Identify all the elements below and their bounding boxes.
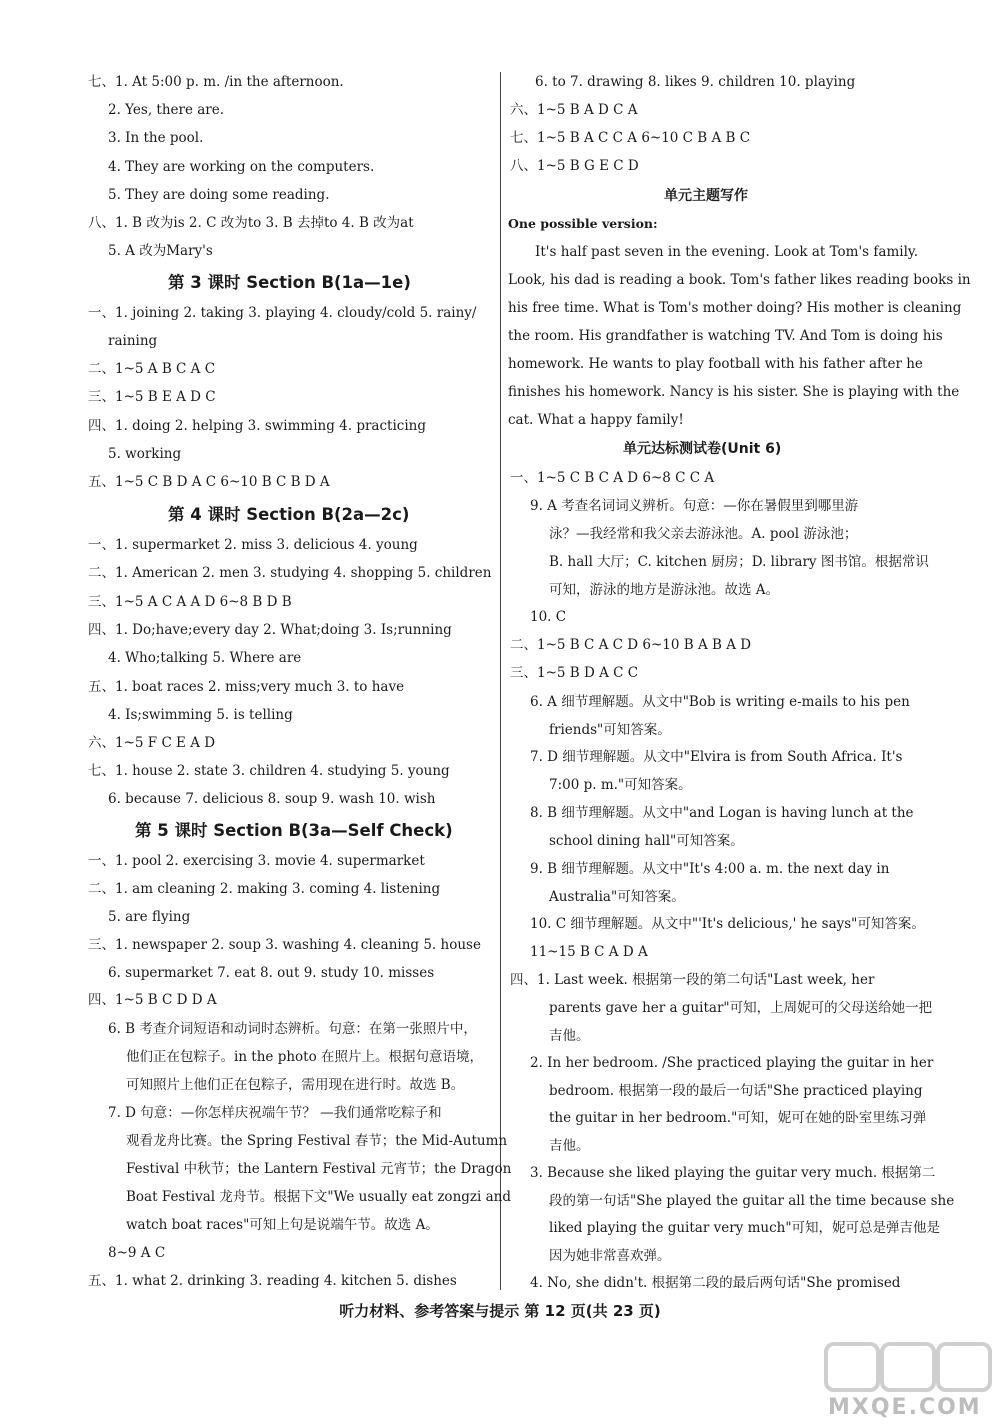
answer-line: 6. to 7. drawing 8. likes 9. children 10. playing bbox=[535, 74, 856, 90]
answer-line: Festival 中秋节；the Lantern Festival 元宵节；the Dragon bbox=[126, 1161, 512, 1177]
answer-line: 观看龙舟比赛。the Spring Festival 春节；the Mid-Autumn bbox=[126, 1133, 508, 1149]
answer-line: Australia"可知答案。 bbox=[549, 889, 685, 905]
answer-line: the guitar in her bedroom."可知，妮可在她的卧室里练习弹 bbox=[549, 1110, 927, 1126]
answer-line: 7. D 句意：—你怎样庆祝端午节？ —我们通常吃粽子和 bbox=[108, 1105, 442, 1121]
answer-line: 8. B 细节理解题。从文中"and Logan is having lunch at the bbox=[530, 805, 914, 821]
answer-line: 4. No, she didn't. 根据第二段的最后两句话"She promised bbox=[530, 1275, 901, 1291]
answer-line: 10. C bbox=[530, 609, 567, 625]
essay-line: It's half past seven in the evening. Look at Tom's family. bbox=[535, 244, 919, 260]
answer-line: 五、1. what 2. drinking 3. reading 4. kitchen 5. dishes bbox=[88, 1273, 457, 1289]
answer-line: 六、1~5 F C E A D bbox=[88, 735, 216, 751]
answer-line: 六、1~5 B A D C A bbox=[510, 102, 638, 118]
section-heading: 单元达标测试卷(Unit 6) bbox=[623, 441, 782, 457]
answer-line: 6. supermarket 7. eat 8. out 9. study 10. misses bbox=[108, 965, 435, 981]
answer-line: 二、1~5 A B C A C bbox=[88, 361, 216, 377]
answer-line: raining bbox=[108, 333, 158, 349]
answer-line: 四、1~5 B C D D A bbox=[88, 992, 217, 1008]
section-heading: 单元主题写作 bbox=[664, 188, 748, 204]
answer-line: bedroom. 根据第一段的最后一句话"She practiced playing bbox=[549, 1083, 923, 1099]
answer-line: 7. D 细节理解题。从文中"Elvira is from South Africa. It's bbox=[530, 749, 903, 765]
answer-line: liked playing the guitar very much"可知，妮可总是弹吉他是 bbox=[549, 1220, 941, 1236]
essay-line: finishes his homework. Nancy is his sister. She is playing with the bbox=[508, 384, 960, 400]
answer-line: 2. Yes, there are. bbox=[108, 102, 225, 118]
answer-line: 10. C 细节理解题。从文中"'It's delicious,' he says"可知答案。 bbox=[530, 916, 925, 932]
answer-line: 3. In the pool. bbox=[108, 130, 204, 146]
answer-line: 段的第一句话"She played the guitar all the time because she bbox=[549, 1193, 955, 1209]
answer-line: 八、1. B 改为is 2. C 改为to 3. B 去掉to 4. B 改为at bbox=[88, 215, 414, 231]
answer-line: Boat Festival 龙舟节。根据下文"We usually eat zongzi and bbox=[126, 1189, 512, 1205]
answer-line: 11~15 B C A D A bbox=[530, 944, 648, 960]
answer-line: 八、1~5 B G E C D bbox=[510, 158, 639, 174]
answer-line: 三、1~5 A C A A D 6~8 B D B bbox=[88, 594, 292, 610]
essay-line: the room. His grandfather is watching TV. And Tom is doing his bbox=[508, 328, 943, 344]
page-footer: 听力材料、参考答案与提示 第 12 页(共 23 页) bbox=[339, 1302, 661, 1320]
essay-line: cat. What a happy family! bbox=[508, 412, 684, 428]
essay-line: his free time. What is Tom's mother doing? His mother is cleaning bbox=[508, 300, 962, 316]
answer-line: 吉他。 bbox=[549, 1028, 590, 1044]
answer-line: 2. In her bedroom. /She practiced playing the guitar in her bbox=[530, 1055, 934, 1071]
answer-line: 二、1~5 B C A C D 6~10 B A B A D bbox=[510, 637, 752, 653]
answer-line: B. hall 大厅；C. kitchen 厨房；D. library 图书馆。根据常识 bbox=[549, 554, 929, 570]
answer-line: 5. working bbox=[108, 446, 182, 462]
answer-line: 5. A 改为Mary's bbox=[108, 243, 213, 259]
answer-line: 他们正在包粽子。in the photo 在照片上。根据句意语境， bbox=[126, 1049, 484, 1065]
section-heading: 第 4 课时 Section B(2a—2c) bbox=[168, 505, 410, 524]
answer-line: 一、1. pool 2. exercising 3. movie 4. supermarket bbox=[88, 853, 425, 869]
answer-line: 9. A 考查名词词义辨析。句意：—你在暑假里到哪里游 bbox=[530, 498, 859, 514]
answer-line: 4. They are working on the computers. bbox=[108, 159, 375, 175]
answer-line: 4. Is;swimming 5. is telling bbox=[108, 707, 293, 723]
sample-label: One possible version: bbox=[508, 216, 658, 231]
answer-line: 6. B 考查介词短语和动词时态辨析。句意：在第一张照片中， bbox=[108, 1021, 477, 1037]
answer-line: 6. because 7. delicious 8. soup 9. wash 10. wish bbox=[108, 791, 436, 807]
answer-line: 5. are flying bbox=[108, 909, 191, 925]
answer-line: 四、1. Last week. 根据第一段的第二句话"Last week, her bbox=[510, 972, 875, 988]
answer-line: 五、1~5 C B D A C 6~10 B C B D A bbox=[88, 474, 330, 490]
answer-line: 4. Who;talking 5. Where are bbox=[108, 650, 302, 666]
answer-line: 四、1. Do;have;every day 2. What;doing 3. Is;running bbox=[88, 622, 452, 638]
section-heading: 第 5 课时 Section B(3a—Self Check) bbox=[135, 821, 453, 840]
answer-line: 5. They are doing some reading. bbox=[108, 187, 330, 203]
answer-line: watch boat races"可知上句是说端午节。故选 A。 bbox=[126, 1217, 439, 1233]
answer-line: 三、1. newspaper 2. soup 3. washing 4. cleaning 5. house bbox=[88, 937, 481, 953]
answer-line: 泳？—我经常和我父亲去游泳池。A. pool 游泳池； bbox=[549, 526, 858, 542]
column-divider bbox=[500, 72, 501, 1290]
answer-line: 三、1~5 B D A C C bbox=[510, 665, 639, 681]
answer-line: 因为她非常喜欢弹。 bbox=[549, 1248, 671, 1264]
answer-line: 6. A 细节理解题。从文中"Bob is writing e-mails to his pen bbox=[530, 694, 910, 710]
answer-line: 8~9 A C bbox=[108, 1245, 166, 1261]
answer-line: parents gave her a guitar"可知，上周妮可的父母送给她一把 bbox=[549, 1000, 933, 1016]
answer-line: 二、1. am cleaning 2. making 3. coming 4. listening bbox=[88, 881, 441, 897]
answer-line: 3. Because she liked playing the guitar very much. 根据第二 bbox=[530, 1165, 936, 1181]
answer-line: 七、1. At 5:00 p. m. /in the afternoon. bbox=[88, 74, 344, 90]
answer-line: 一、1. joining 2. taking 3. playing 4. cloudy/cold 5. rainy/ bbox=[88, 305, 477, 321]
answer-line: 一、1~5 C B C A D 6~8 C C A bbox=[510, 470, 715, 486]
answer-line: 四、1. doing 2. helping 3. swimming 4. practicing bbox=[88, 418, 427, 434]
answer-line: 三、1~5 B E A D C bbox=[88, 389, 216, 405]
section-heading: 第 3 课时 Section B(1a—1e) bbox=[168, 273, 411, 292]
answer-line: friends"可知答案。 bbox=[549, 722, 671, 738]
answer-line: 五、1. boat races 2. miss;very much 3. to have bbox=[88, 679, 405, 695]
answer-line: 可知，游泳的地方是游泳池。故选 A。 bbox=[549, 582, 780, 598]
answer-line: 7:00 p. m."可知答案。 bbox=[549, 777, 692, 793]
answer-line: 可知照片上他们正在包粽子，需用现在进行时。故选 B。 bbox=[126, 1077, 465, 1093]
answer-line: 七、1. house 2. state 3. children 4. studying 5. young bbox=[88, 763, 450, 779]
essay-line: Look, his dad is reading a book. Tom's father likes reading books in bbox=[508, 272, 971, 288]
watermark-text: MXQE.COM bbox=[828, 1395, 982, 1420]
answer-line: 七、1~5 B A C C A 6~10 C B A B C bbox=[510, 130, 751, 146]
answer-line: 9. B 细节理解题。从文中"It's 4:00 a. m. the next day in bbox=[530, 861, 890, 877]
answer-line: 一、1. supermarket 2. miss 3. delicious 4. young bbox=[88, 537, 418, 553]
essay-line: homework. He wants to play football with his father after he bbox=[508, 356, 923, 372]
answer-line: 二、1. American 2. men 3. studying 4. shopping 5. children bbox=[88, 565, 492, 581]
answer-line: 吉他。 bbox=[549, 1138, 590, 1154]
answer-line: school dining hall"可知答案。 bbox=[549, 833, 744, 849]
